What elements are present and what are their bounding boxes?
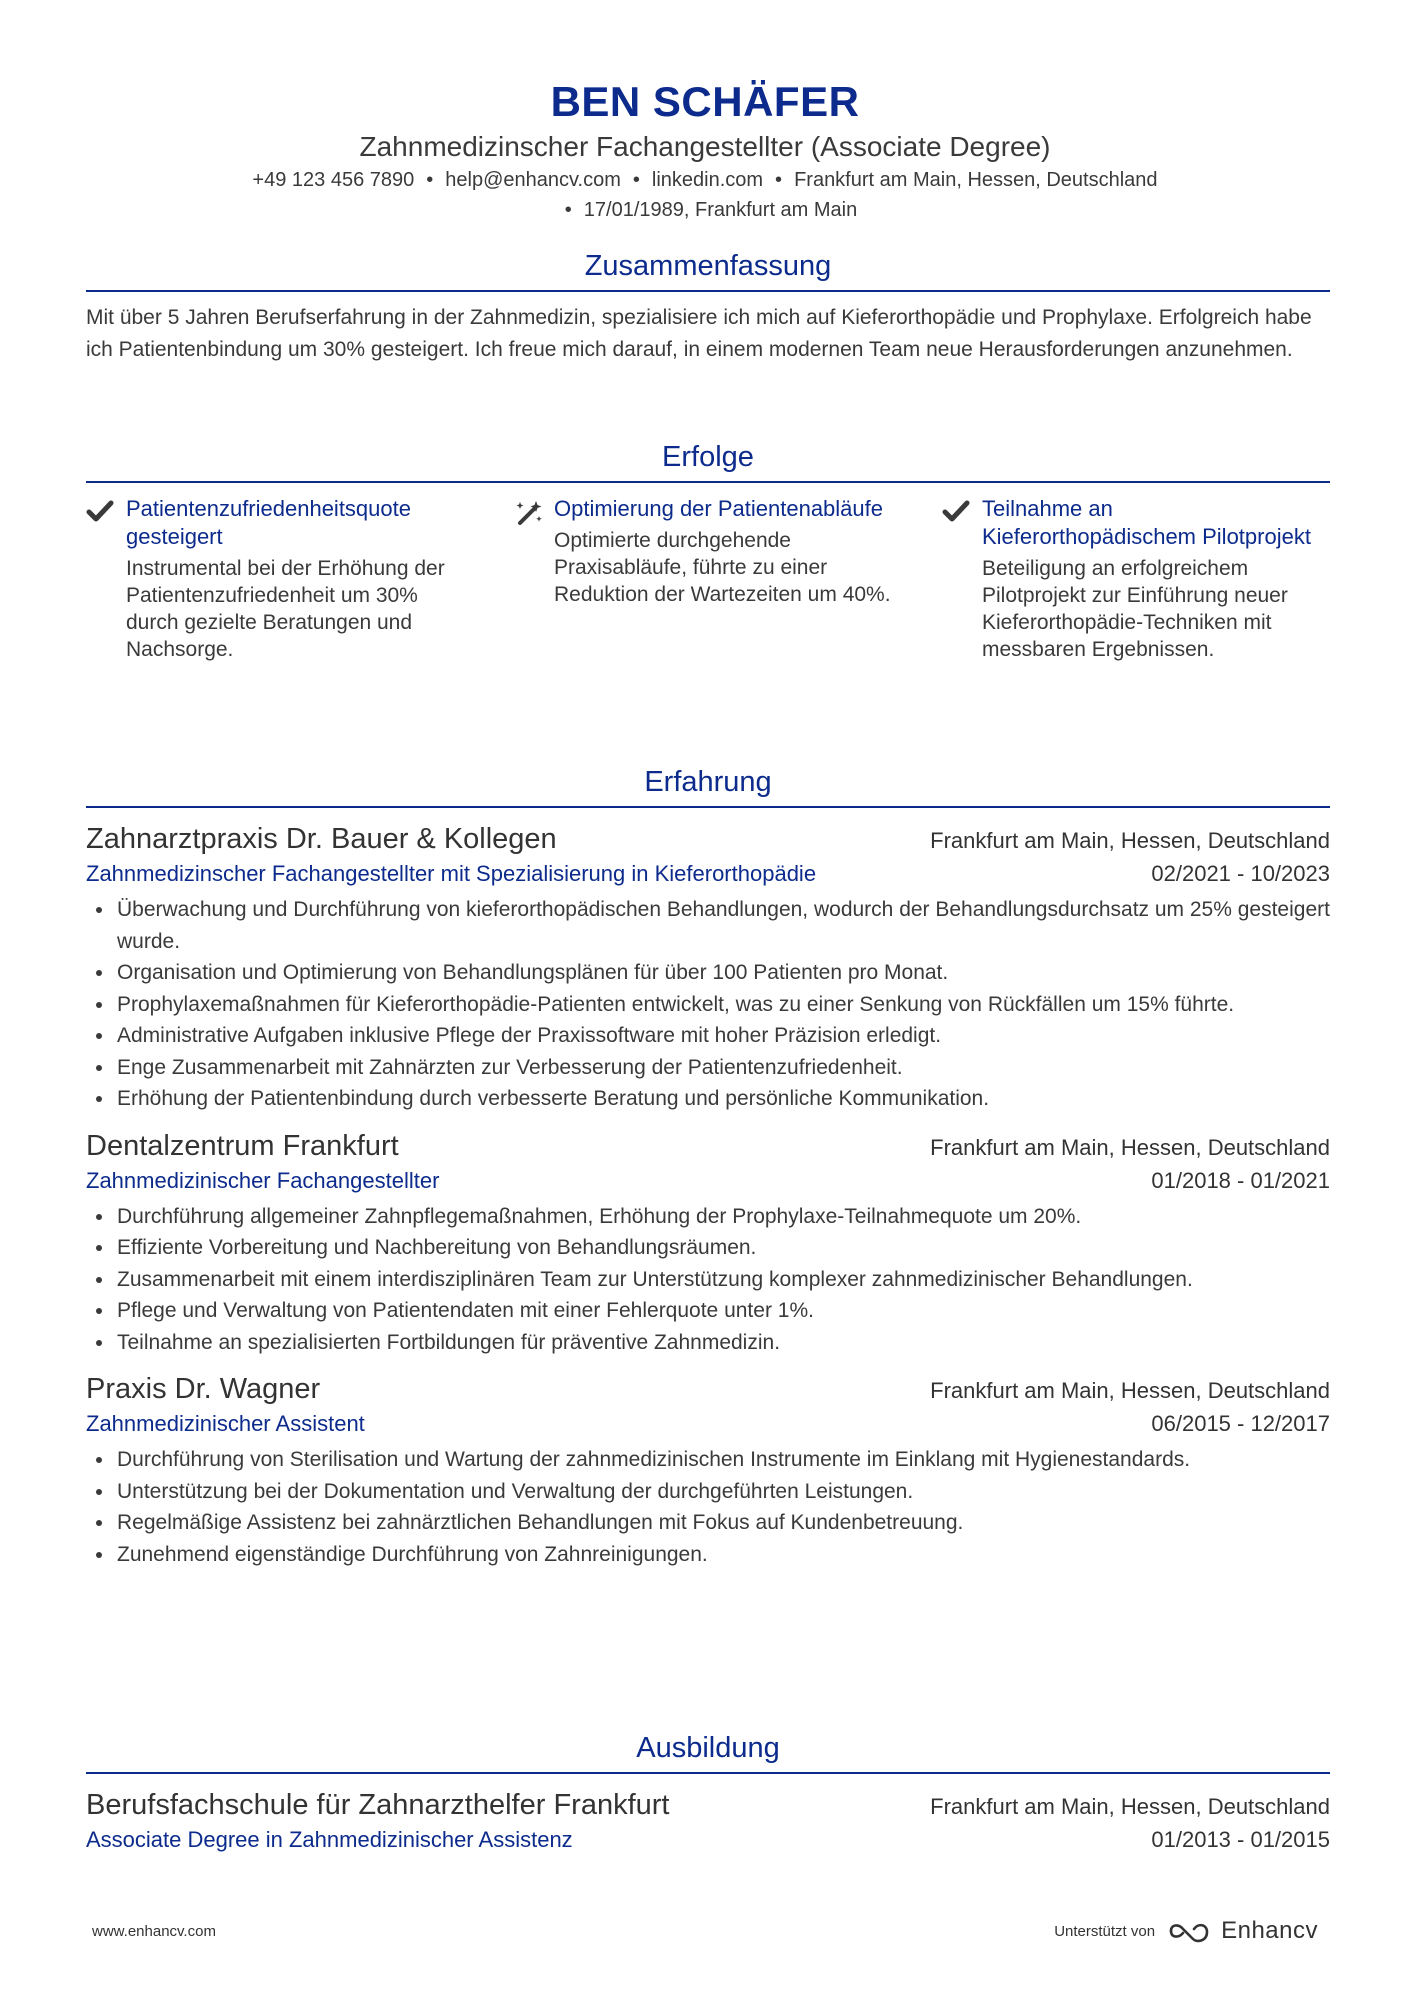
bullet-separator: • bbox=[564, 199, 572, 221]
contact-line bbox=[0, 166, 1410, 194]
check-icon bbox=[86, 495, 126, 663]
education-entry bbox=[86, 1786, 1330, 1856]
enhancv-logo-icon bbox=[1167, 1919, 1211, 1943]
job-bullet: • Regelmäßige Assistenz bei zahnärztlichen Behandlungen mit Fokus auf Kundenbetreuung. bbox=[115, 1507, 1330, 1539]
magic-wand-icon bbox=[514, 495, 554, 663]
job-role: Zahnmedizinischer Fachangestellter bbox=[86, 1167, 440, 1193]
job-bullets bbox=[86, 894, 1330, 1115]
section-title-summary: Zusammenfassung bbox=[86, 248, 1330, 292]
degree: Associate Degree in Zahnmedizinischer Assistenz bbox=[86, 1827, 573, 1852]
achievement-item bbox=[86, 495, 514, 663]
footer bbox=[92, 1917, 1318, 1945]
summary-text: Mit über 5 Jahren Berufserfahrung in der Zahnmedizin, spezialisiere ich mich auf Kieferorthopädie und Prophylaxe. Erfolgreich habe ich Patientenbindung um 30% gesteigert. Ich freue mich darauf, in einem modernen Team neue Herausforderungen anzunehmen. bbox=[86, 306, 1312, 361]
job-bullets bbox=[86, 1444, 1330, 1570]
bullet-separator: • bbox=[632, 169, 640, 191]
job-dates: 06/2015 - 12/2017 bbox=[1151, 1411, 1330, 1436]
achievement-desc: Optimierte durchgehende Praxisabläufe, führte zu einer Reduktion der Wartezeiten um 40%. bbox=[554, 529, 891, 606]
phone: +49 123 456 7890 bbox=[252, 169, 415, 191]
location: Frankfurt am Main, Hessen, Deutschland bbox=[794, 169, 1158, 191]
birth-line bbox=[0, 196, 1410, 224]
education-section bbox=[86, 1730, 1330, 1856]
company-name: Praxis Dr. Wagner bbox=[86, 1373, 321, 1405]
job-location: Frankfurt am Main, Hessen, Deutschland bbox=[930, 828, 1330, 853]
achievement-item bbox=[942, 495, 1330, 663]
section-title-experience: Erfahrung bbox=[86, 764, 1330, 808]
job-bullet: • Zusammenarbeit mit einem interdisziplinären Team zur Unterstützung komplexer zahnmedizinischer Behandlungen. bbox=[115, 1264, 1330, 1296]
job-bullet: • Durchführung von Sterilisation und Wartung der zahnmedizinischen Instrumente im Einklang mit Hygienestandards. bbox=[115, 1444, 1330, 1476]
job-bullet: • Organisation und Optimierung von Behandlungsplänen für über 100 Patienten pro Monat. bbox=[115, 957, 1330, 989]
achievements-list bbox=[86, 495, 1330, 663]
education-dates: 01/2013 - 01/2015 bbox=[1151, 1827, 1330, 1852]
achievement-desc: Instrumental bei der Erhöhung der Patientenzufriedenheit um 30% durch gezielte Beratungen und Nachsorge. bbox=[126, 557, 445, 661]
job-bullet: • Pflege und Verwaltung von Patientendaten mit einer Fehlerquote unter 1%. bbox=[115, 1295, 1330, 1327]
job-bullet: • Enge Zusammenarbeit mit Zahnärzten zur Verbesserung der Patientenzufriedenheit. bbox=[115, 1052, 1330, 1084]
job-bullet: • Überwachung und Durchführung von kieferorthopädischen Behandlungen, wodurch der Behandlungsdurchsatz um 25% gesteigert wurde. bbox=[115, 894, 1330, 957]
job-role: Zahnmedizinscher Fachangestellter mit Spezialisierung in Kieferorthopädie bbox=[86, 861, 817, 886]
achievement-title: Patientenzufriedenheitsquote gesteigert bbox=[126, 496, 411, 549]
job-bullet: • Prophylaxemaßnahmen für Kieferorthopädie-Patienten entwickelt, was zu einer Senkung von Rückfällen um 15% führte. bbox=[115, 989, 1330, 1021]
powered-label: Unterstützt von bbox=[1054, 1922, 1156, 1940]
website-link[interactable]: www.enhancv.com bbox=[92, 1922, 216, 1940]
resume-header bbox=[0, 0, 1410, 224]
achievements-section bbox=[86, 439, 1330, 663]
achievement-title: Teilnahme an Kieferorthopädischem Pilotprojekt bbox=[982, 496, 1311, 549]
job-bullet: • Durchführung allgemeiner Zahnpflegemaßnahmen, Erhöhung der Prophylaxe-Teilnahmequote um 20%. bbox=[115, 1201, 1330, 1233]
candidate-title: Zahnmedizinscher Fachangestellter (Associate Degree) bbox=[359, 131, 1051, 162]
job-bullet: • Teilnahme an spezialisierten Fortbildungen für präventive Zahnmedizin. bbox=[115, 1327, 1330, 1359]
job-bullet: • Erhöhung der Patientenbindung durch verbesserte Beratung und persönliche Kommunikation. bbox=[115, 1083, 1330, 1115]
job-location: Frankfurt am Main, Hessen, Deutschland bbox=[930, 1378, 1330, 1403]
check-icon bbox=[942, 495, 982, 663]
brand-name: Enhancv bbox=[1221, 1917, 1318, 1944]
job-entry bbox=[86, 1127, 1330, 1359]
experience-section bbox=[86, 764, 1330, 1570]
section-title-education: Ausbildung bbox=[86, 1730, 1330, 1774]
job-dates: 02/2021 - 10/2023 bbox=[1151, 861, 1330, 886]
job-bullet: • Zunehmend eigenständige Durchführung von Zahnreinigungen. bbox=[115, 1539, 1330, 1571]
job-location: Frankfurt am Main, Hessen, Deutschland bbox=[930, 1134, 1330, 1160]
job-bullet: • Effiziente Vorbereitung und Nachbereitung von Behandlungsräumen. bbox=[115, 1232, 1330, 1264]
linkedin-link[interactable]: linkedin.com bbox=[651, 169, 764, 191]
candidate-name: BEN SCHÄFER bbox=[550, 78, 860, 125]
job-bullet: • Administrative Aufgaben inklusive Pflege der Praxissoftware mit hoher Präzision erledigt. bbox=[115, 1020, 1330, 1052]
bullet-separator: • bbox=[426, 169, 434, 191]
bullet-separator: • bbox=[775, 169, 783, 191]
job-dates: 01/2018 - 01/2021 bbox=[1151, 1167, 1330, 1193]
school-location: Frankfurt am Main, Hessen, Deutschland bbox=[930, 1794, 1330, 1819]
achievement-title: Optimierung der Patientenabläufe bbox=[554, 496, 883, 521]
school-name: Berufsfachschule für Zahnarzthelfer Frankfurt bbox=[86, 1789, 670, 1821]
email-link[interactable]: help@enhancv.com bbox=[445, 169, 621, 191]
achievement-desc: Beteiligung an erfolgreichem Pilotprojekt zur Einführung neuer Kieferorthopädie-Techniken mit messbaren Ergebnissen. bbox=[982, 557, 1288, 661]
job-entry bbox=[86, 1370, 1330, 1570]
job-entry bbox=[86, 820, 1330, 1115]
birth-info: 17/01/1989, Frankfurt am Main bbox=[583, 199, 858, 221]
summary-section bbox=[86, 248, 1330, 366]
powered-by[interactable] bbox=[1054, 1917, 1318, 1945]
job-role: Zahnmedizinischer Assistent bbox=[86, 1411, 365, 1436]
company-name: Zahnarztpraxis Dr. Bauer & Kollegen bbox=[86, 823, 557, 855]
company-name: Dentalzentrum Frankfurt bbox=[86, 1129, 399, 1162]
section-title-achievements: Erfolge bbox=[86, 439, 1330, 483]
achievement-item bbox=[514, 495, 942, 663]
job-bullets bbox=[86, 1201, 1330, 1359]
job-bullet: • Unterstützung bei der Dokumentation und Verwaltung der durchgeführten Leistungen. bbox=[115, 1476, 1330, 1508]
